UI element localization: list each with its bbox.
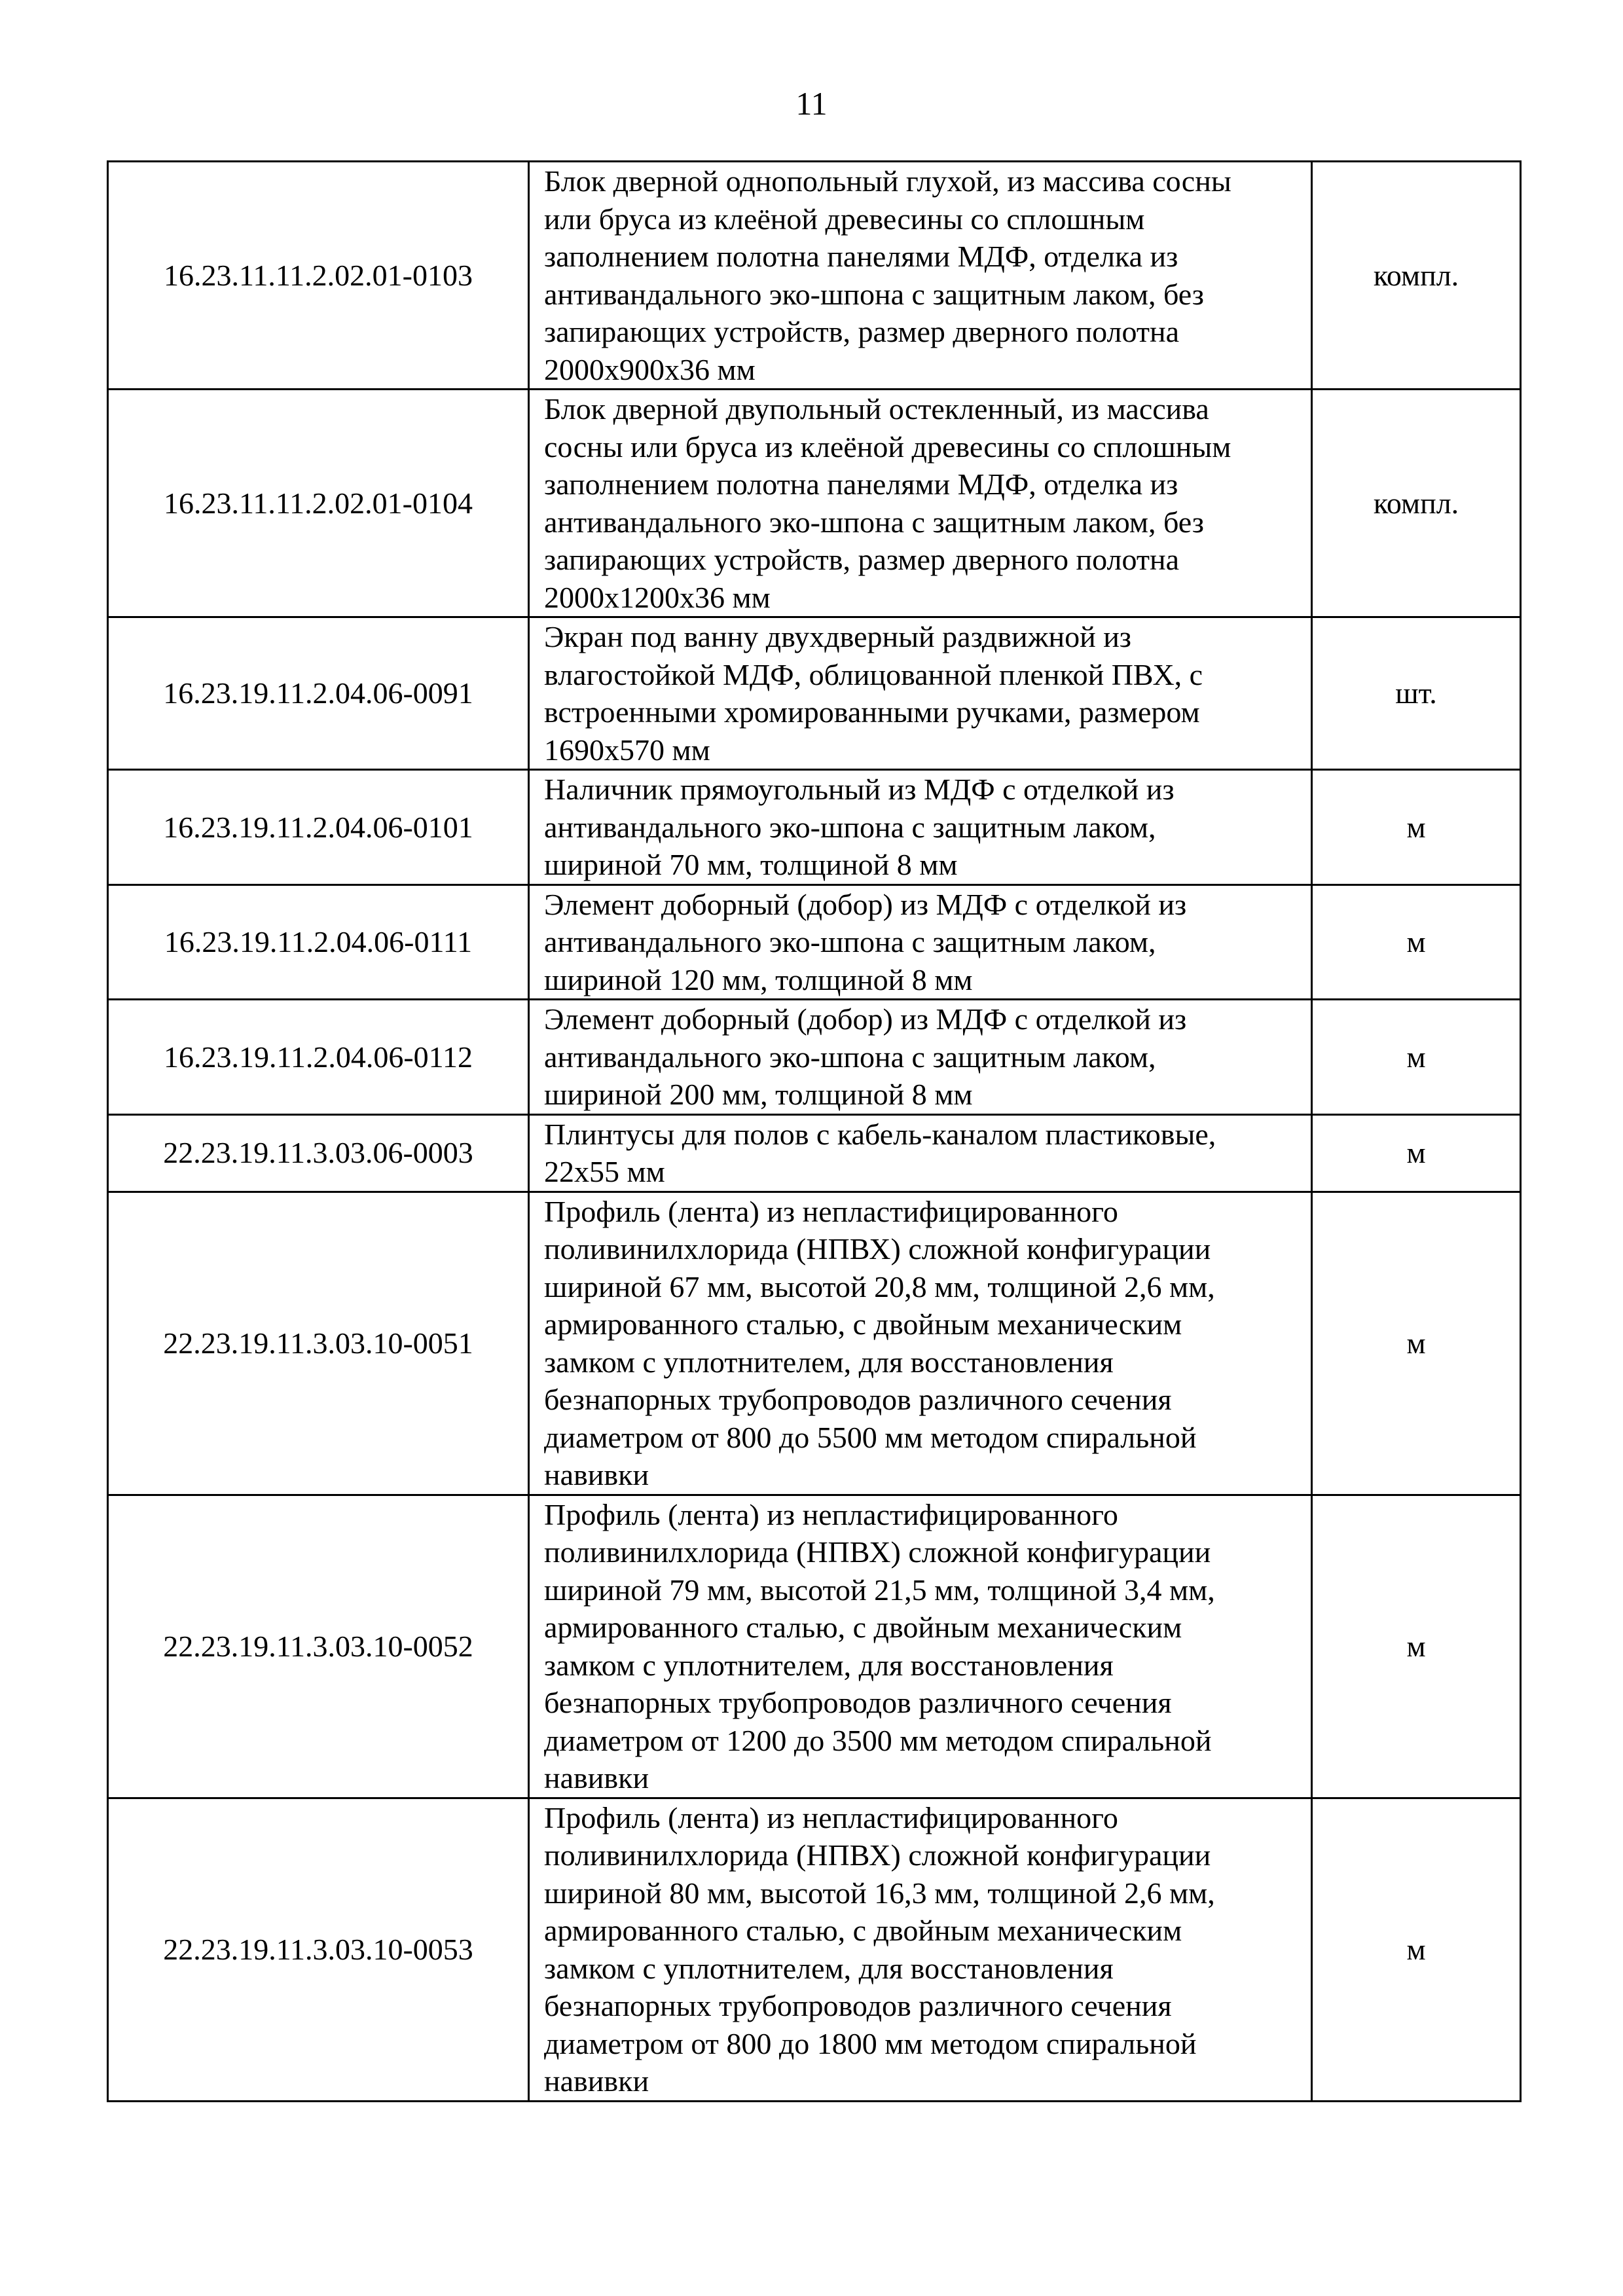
table-row (108, 390, 1521, 617)
resource-code: 16.23.19.11.2.04.06-0112 (108, 1000, 529, 1115)
resource-code: 22.23.19.11.3.03.10-0051 (108, 1192, 529, 1495)
resource-code: 16.23.11.11.2.02.01-0104 (108, 390, 529, 617)
description-line: безнапорных трубопроводов различного сечения (544, 1383, 1172, 1416)
description-line: запирающих устройств, размер дверного полотна (544, 315, 1180, 348)
description-line: запирающих устройств, размер дверного полотна (544, 543, 1180, 576)
description-line: замком с уплотнителем, для восстановления (544, 1345, 1114, 1379)
description-line: безнапорных трубопроводов различного сечения (544, 1989, 1172, 2022)
description-line: 1690х570 мм (544, 733, 710, 767)
description-line: шириной 80 мм, высотой 16,3 мм, толщиной 2,6 мм, (544, 1876, 1215, 1910)
resource-description (529, 617, 1312, 770)
description-line: антивандального эко-шпона с защитным лаком, без (544, 277, 1204, 311)
description-line: заполнением полотна панелями МДФ, отделка из (544, 240, 1178, 273)
description-line: Профиль (лента) из непластифицированного (544, 1800, 1118, 1834)
unit-of-measure: м (1312, 1000, 1521, 1115)
description-line: армированного сталью, с двойным механическим (544, 1307, 1182, 1341)
description-line: Блок дверной однопольный глухой, из массива сосны (544, 164, 1231, 198)
description-line: поливинилхлорида (НПВХ) сложной конфигурации (544, 1838, 1211, 1872)
description-line: антивандального эко-шпона с защитным лаком, (544, 925, 1156, 958)
resource-description (529, 1192, 1312, 1495)
table-row (108, 1000, 1521, 1115)
resource-code: 22.23.19.11.3.03.06-0003 (108, 1114, 529, 1192)
resource-code: 16.23.19.11.2.04.06-0101 (108, 770, 529, 885)
description-line: сосны или бруса из клеёной древесины со сплошным (544, 429, 1231, 464)
unit-of-measure: м (1312, 1192, 1521, 1495)
unit-of-measure: компл. (1312, 390, 1521, 617)
unit-of-measure: шт. (1312, 617, 1521, 770)
table-row (108, 1495, 1521, 1798)
resource-code: 16.23.11.11.2.02.01-0103 (108, 162, 529, 390)
resource-code: 16.23.19.11.2.04.06-0091 (108, 617, 529, 770)
description-line: антивандального эко-шпона с защитным лаком, без (544, 505, 1204, 539)
description-line: встроенными хромированными ручками, размером (544, 695, 1200, 729)
description-line: 22х55 мм (544, 1155, 665, 1188)
description-line: или бруса из клеёной древесины со сплошным (544, 202, 1145, 236)
description-line: диаметром от 1200 до 3500 мм методом спиральной (544, 1723, 1212, 1757)
description-line: антивандального эко-шпона с защитным лаком, (544, 810, 1156, 844)
table-row (108, 1192, 1521, 1495)
description-line: диаметром от 800 до 1800 мм методом спиральной (544, 2026, 1197, 2060)
unit-of-measure: м (1312, 1798, 1521, 2101)
resource-description (529, 390, 1312, 617)
page-number: 11 (795, 85, 828, 122)
table-row (108, 1114, 1521, 1192)
table-row (108, 617, 1521, 770)
description-line: Наличник прямоугольный из МДФ с отделкой из (544, 773, 1175, 806)
description-line: безнапорных трубопроводов различного сечения (544, 1686, 1172, 1719)
description-line: поливинилхлорида (НПВХ) сложной конфигурации (544, 1535, 1211, 1569)
description-line: замком с уплотнителем, для восстановления (544, 1951, 1114, 1985)
unit-of-measure: м (1312, 884, 1521, 1000)
resource-description (529, 1114, 1312, 1192)
description-line: Плинтусы для полов с кабель-каналом пластиковые, (544, 1117, 1216, 1151)
description-line: армированного сталью, с двойным механическим (544, 1611, 1182, 1644)
unit-of-measure: м (1312, 770, 1521, 885)
resource-description (529, 1495, 1312, 1798)
resource-code: 16.23.19.11.2.04.06-0111 (108, 884, 529, 1000)
table-row (108, 770, 1521, 885)
description-line: шириной 67 мм, высотой 20,8 мм, толщиной 2,6 мм, (544, 1269, 1215, 1303)
resource-description (529, 770, 1312, 885)
description-line: шириной 70 мм, толщиной 8 мм (544, 848, 958, 881)
description-line: влагостойкой МДФ, облицованной пленкой ПВХ, с (544, 657, 1203, 691)
description-line: шириной 79 мм, высотой 21,5 мм, толщиной 3,4 мм, (544, 1573, 1215, 1607)
unit-of-measure: м (1312, 1495, 1521, 1798)
table-row (108, 1798, 1521, 2101)
description-line: навивки (544, 1458, 649, 1491)
description-line: Элемент доборный (добор) из МДФ с отделкой из (544, 1002, 1187, 1036)
unit-of-measure: компл. (1312, 162, 1521, 390)
unit-of-measure: м (1312, 1114, 1521, 1192)
description-line: заполнением полотна панелями МДФ, отделка из (544, 467, 1178, 501)
description-line: армированного сталью, с двойным механическим (544, 1914, 1182, 1947)
description-line: шириной 200 мм, толщиной 8 мм (544, 1078, 973, 1111)
resource-code: 22.23.19.11.3.03.10-0053 (108, 1798, 529, 2101)
description-line: шириной 120 мм, толщиной 8 мм (544, 962, 973, 996)
description-line: диаметром от 800 до 5500 мм методом спиральной (544, 1420, 1197, 1454)
description-line: навивки (544, 1761, 649, 1795)
description-line: Профиль (лента) из непластифицированного (544, 1194, 1118, 1228)
description-line: навивки (544, 2064, 649, 2098)
resource-description (529, 1000, 1312, 1115)
description-line: 2000х900х36 мм (544, 352, 756, 386)
description-line: антивандального эко-шпона с защитным лаком, (544, 1040, 1156, 1074)
table-body (108, 162, 1521, 2102)
description-line: замком с уплотнителем, для восстановления (544, 1648, 1114, 1682)
table-row (108, 162, 1521, 390)
description-line: Экран под ванну двухдверный раздвижной из (544, 620, 1131, 653)
description-line: 2000х1200х36 мм (544, 580, 771, 614)
resource-table (107, 160, 1522, 2102)
resource-description (529, 162, 1312, 390)
description-line: Элемент доборный (добор) из МДФ с отделкой из (544, 887, 1187, 921)
description-line: поливинилхлорида (НПВХ) сложной конфигурации (544, 1232, 1211, 1266)
description-line: Профиль (лента) из непластифицированного (544, 1497, 1118, 1531)
table-row (108, 884, 1521, 1000)
resource-description (529, 1798, 1312, 2101)
description-line: Блок дверной двупольный остекленный, из массива (544, 392, 1209, 426)
resource-code: 22.23.19.11.3.03.10-0052 (108, 1495, 529, 1798)
resource-description (529, 884, 1312, 1000)
